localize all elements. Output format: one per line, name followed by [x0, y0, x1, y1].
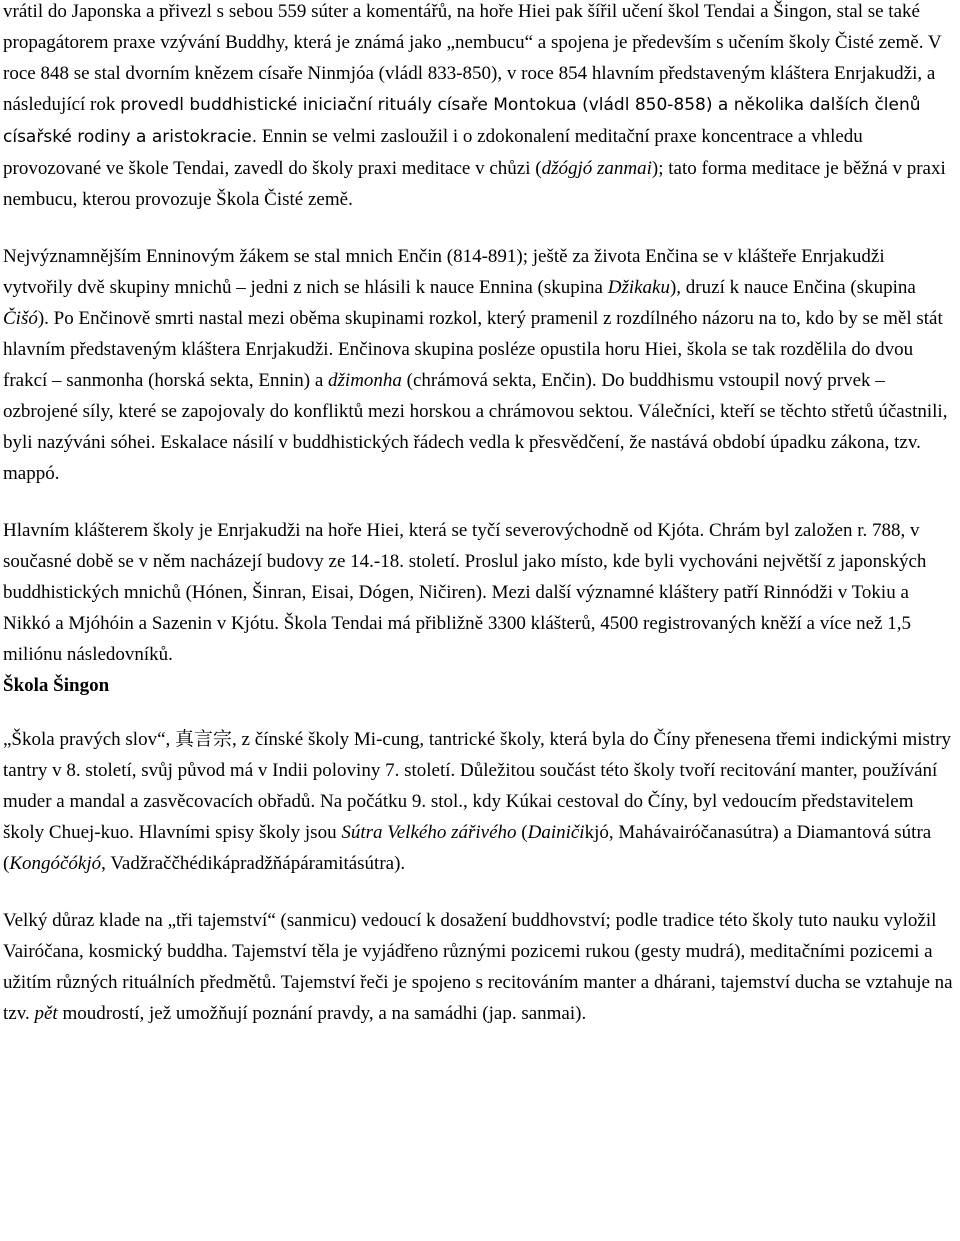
text-span: kjó, Mahávairóčanasútra) a Diamantová sútra (: [3, 822, 932, 874]
paragraph-ennin: [3, 0, 956, 215]
text-span: Hlavním klášterem školy je Enrjakudži na hoře Hiei, která se tyčí severovýchodně od Kjóta. Chrám byl založen r. 788, v současné době se v něm nacházejí budovy ze 14.-18. století. Proslul jako místo, kde byli vychováni největší z japonských buddhistických mnichů (Hónen, Šinran, Eisai, Dógen, Ničiren). Mezi další významné kláštery patří Rinnódži v Tokiu a Nikkó a Mjóhóin a Sazenin v Kjótu. Škola Tendai má přibližně 3300 klášterů, 4500 registrovaných kněží a více než 1,5 miliónu následovníků.: [3, 520, 927, 665]
text-span-sans: provedl buddhistické iniciační rituály císaře Montokua (vládl 850-858) a několika dalších členů císařské rodiny a aristokracie.: [3, 95, 921, 147]
text-span: ); tato forma meditace je běžná v praxi nembucu, kterou provozuje Škola Čisté země.: [3, 158, 946, 210]
text-span: moudrostí, jež umožňují poznání pravdy, a na samádhi (jap. sanmai).: [57, 1003, 587, 1024]
paragraph-enrjakudzi: [3, 515, 956, 670]
italic-term: pět: [34, 1003, 58, 1024]
italic-term: Sútra Velkého zářivého: [341, 822, 517, 843]
italic-term: džógjó zanmai: [541, 158, 652, 179]
text-span: (: [516, 822, 528, 843]
text-span: Velký důraz klade na „tři tajemství“ (sanmicu) vedoucí k dosažení buddhovství; podle tradice této školy tuto nauku vyložil Vairóčana, kosmický buddha. Tajemství těla je vyjádřeno různými pozicemi rukou (gesty mudrá), meditačními pozicemi a užitím různých rituálních předmětů. Tajemství řeči je spojeno s recitováním manter a dhárani, tajemství ducha se vztahuje na tzv.: [3, 910, 953, 1024]
text-span: Škola Šingon: [3, 675, 110, 696]
paragraph-encin: [3, 241, 956, 489]
text-span: Ennin se velmi zasloužil i o zdokonalení meditační praxe koncentrace a vhledu provozované ve škole Tendai, zavedl do školy praxi meditace v chůzi (: [3, 126, 863, 179]
text-span: „Škola pravých slov“, 真言宗, z čínské školy Mi-cung, tantrické školy, která byla do Číny přenesena třemi indickými mistry tantry v 8. století, svůj původ má v Indii poloviny 7. století. Důležitou součást této školy tvoří recitování manter, používání muder a mandal a zasvěcovacích obřadů. Na počátku 9. stol., kdy Kúkai cestoval do Číny, byl vedoucím představitelem školy Chuej-kuo. Hlavními spisy školy jsou: [3, 729, 952, 843]
text-span: vrátil do Japonska a přivezl s sebou 559 súter a komentářů, na hoře Hiei pak šířil učení škol Tendai a Šingon, stal se také propagátorem praxe vzývání Buddhy, která je známá jako „nembucu“ a spojena je především s učením školy Čisté země. V roce 848 se stal dvorním knězem císaře Ninmjóa (vládl 833-850), v roce 854 hlavním představeným kláštera Enrjakudži, a následující rok: [3, 1, 942, 115]
text-span: ). Po Enčinově smrti nastal mezi oběma skupinami rozkol, který pramenil z rozdílného názoru na to, kdo by se měl stát hlavním představeným kláštera Enrjakudži. Enčinova skupina posléze opustila horu Hiei, škola se tak rozdělila do dvou frakcí – sanmonha (horská sekta, Ennin) a: [3, 308, 943, 391]
italic-term: džimonha: [328, 370, 402, 391]
text-span: ), druzí k nauce Enčina (skupina: [669, 277, 916, 298]
italic-term: Džikaku: [607, 277, 670, 298]
paragraph-singon-intro: [3, 724, 956, 879]
italic-term: Čišó: [3, 308, 38, 329]
italic-term: Dainiči: [527, 822, 585, 843]
section-heading-singon: [3, 670, 956, 701]
text-span: Nejvýznamnějším Enninovým žákem se stal mnich Enčin (814-891); ještě za života Enčina se v klášteře Enrjakudži vytvořily dvě skupiny mnichů – jedni z nich se hlásili k nauce Ennina (skupina: [3, 246, 885, 298]
text-span: , Vadžraččhédikápradžňápáramitásútra).: [101, 853, 406, 874]
paragraph-tri-tajemstvi: [3, 905, 956, 1029]
text-span: (chrámová sekta, Enčin). Do buddhismu vstoupil nový prvek – ozbrojené síly, které se zapojovaly do konfliktů mezi horskou a chrámovou sektou. Válečníci, kteří se těchto střetů účastnili, byli nazýváni sóhei. Eskalace násilí v buddhistických řádech vedla k přesvědčení, že nastává období úpadku zákona, tzv. mappó.: [3, 370, 948, 484]
italic-term: Kongóčókjó: [9, 853, 102, 874]
